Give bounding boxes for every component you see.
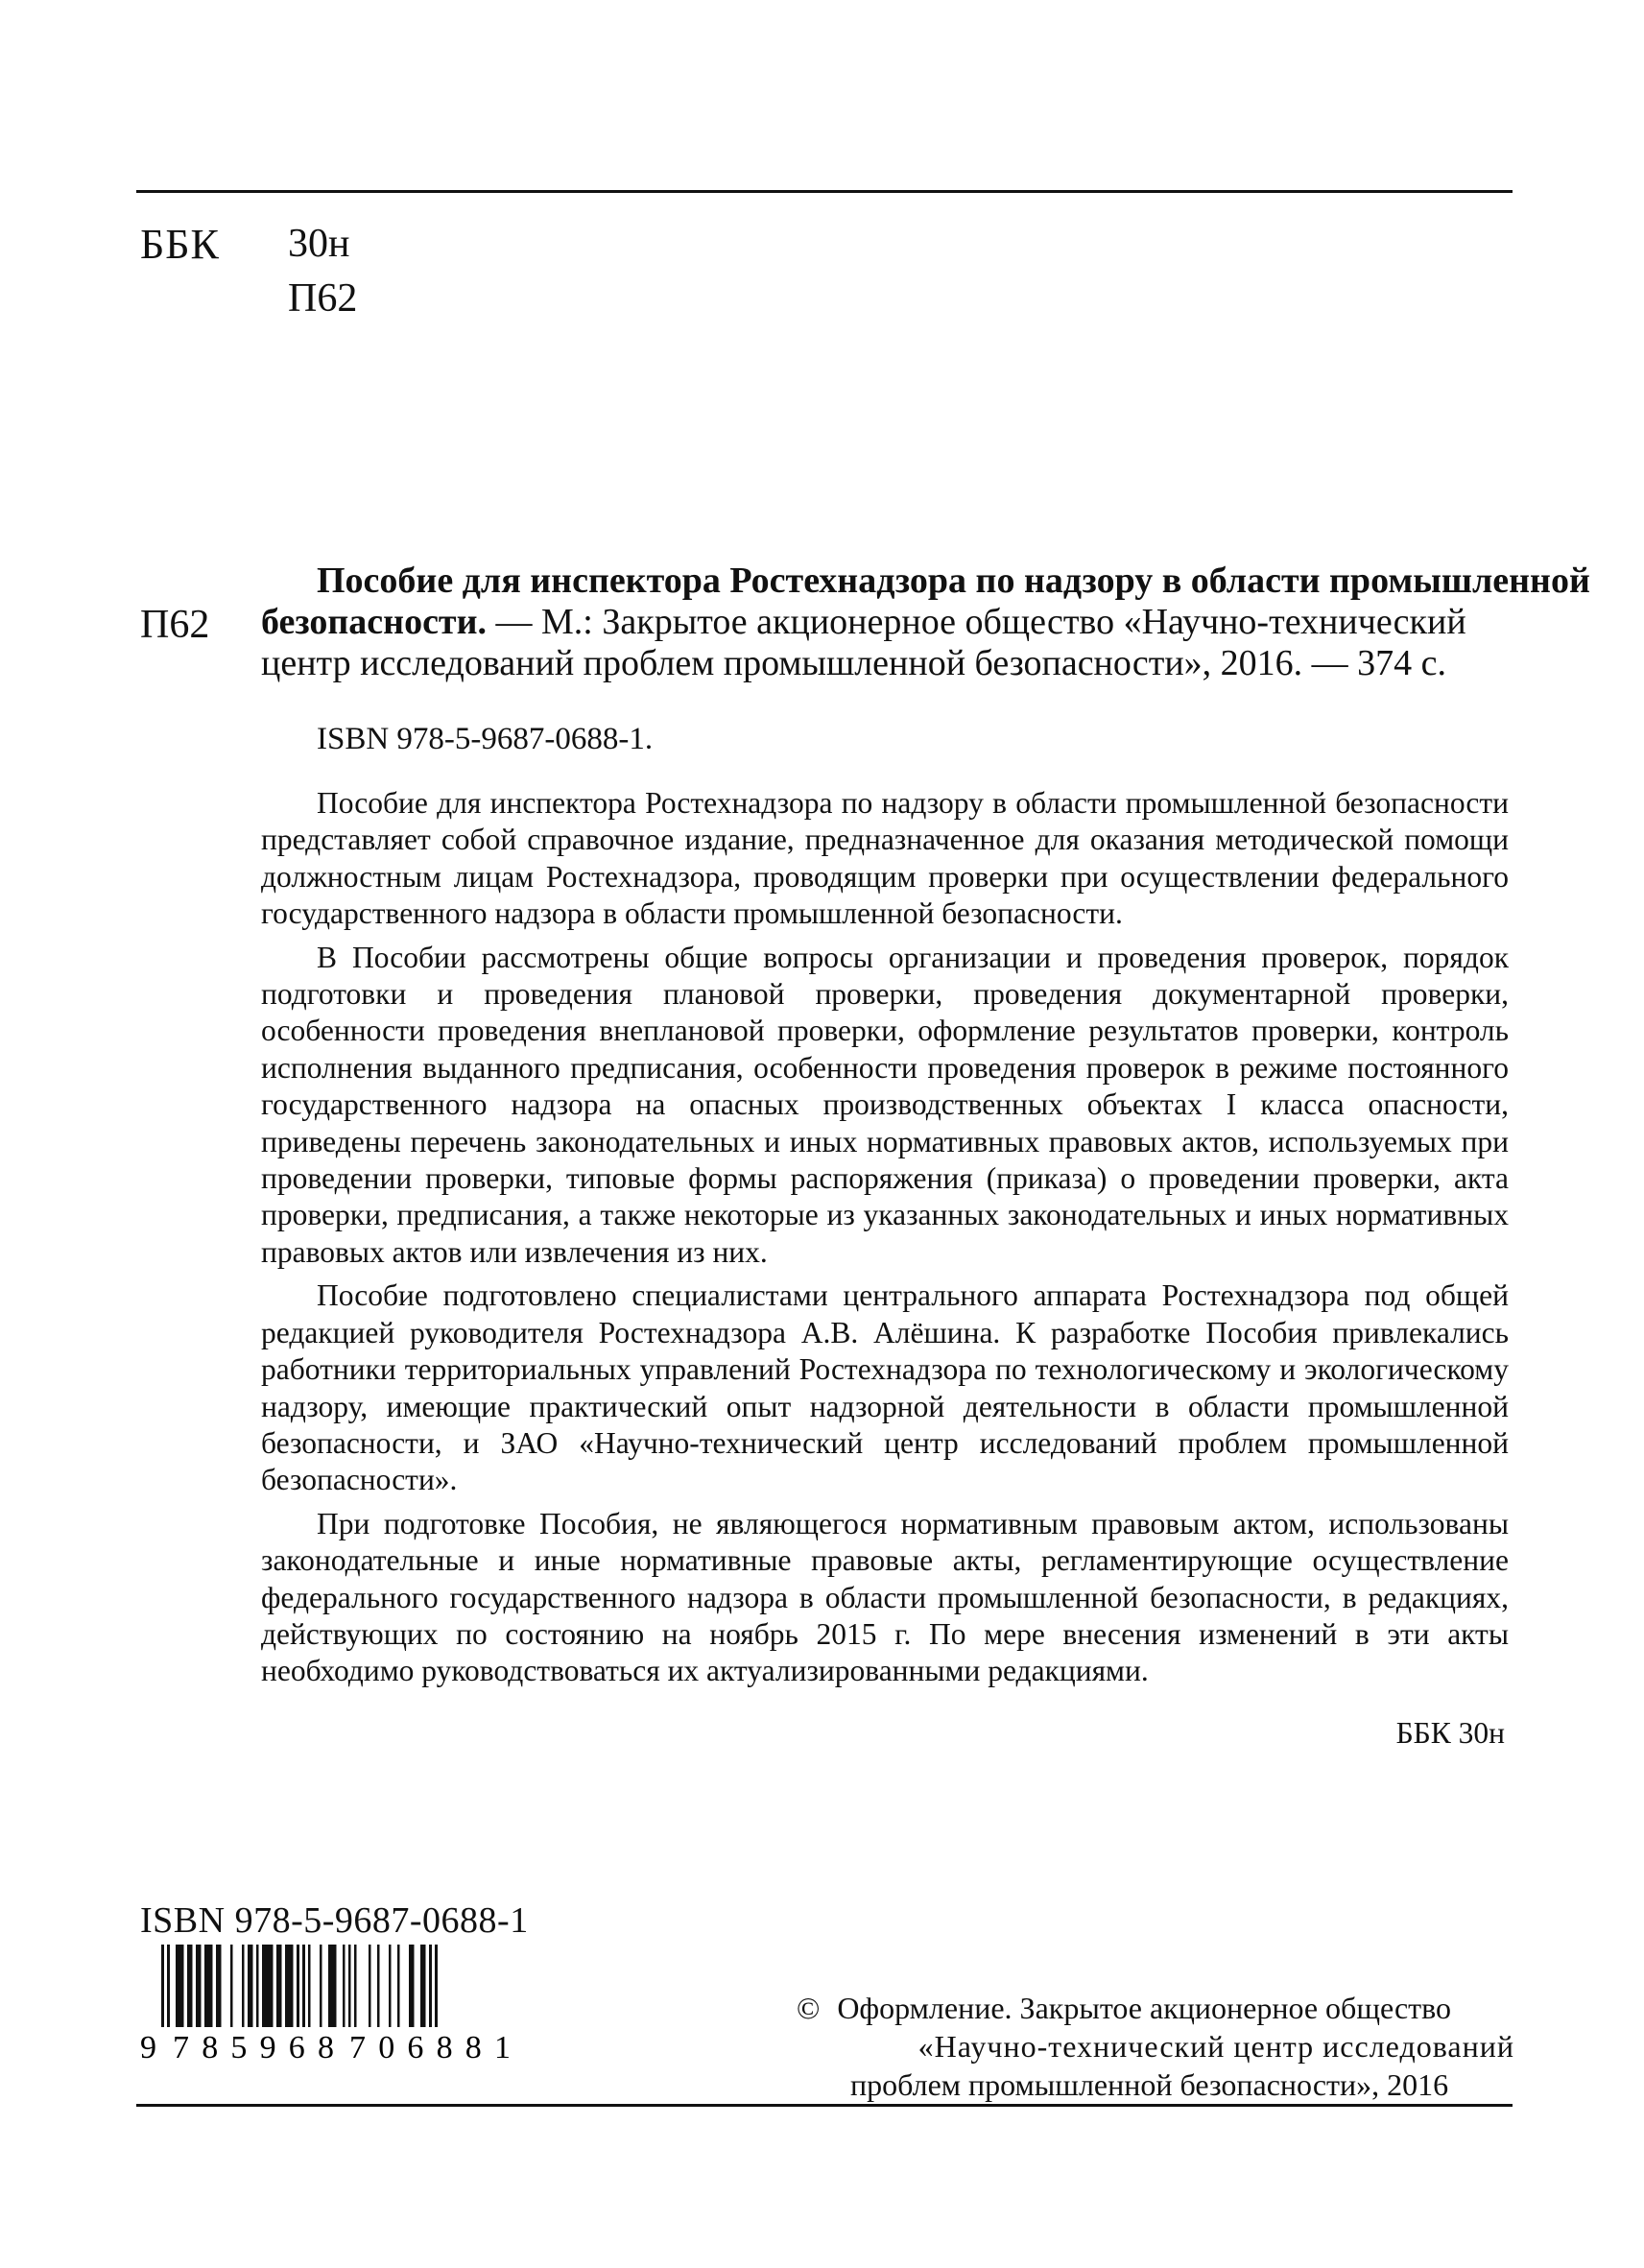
biblio-line-3: центр исследований проблем промышленной безопасности», 2016. — 374 с. (261, 643, 1447, 683)
barcode-bar (377, 1945, 380, 2029)
bottom-rule (136, 2104, 1513, 2107)
barcode-bar (216, 1945, 222, 2029)
copyright-text-1: Оформление. Закрытое акционерное общество (837, 1991, 1452, 2025)
barcode-bar (230, 1945, 233, 2029)
barcode-digits-left: 785968 (173, 2030, 334, 2064)
abstract-paragraph: В Пособии рассмотрены общие вопросы организации и проведения проверок, порядок подготовки и проведения плановой проверки, проведения документарной проверки, особенности проведения внеплановой проверки, оформление результатов проверки, контроль исполнения выданного предписания, особенности проведения проверок в режиме постоянного государственного надзора на опасных производственных объектах I класса опасности, приведены перечень законодательных и иных нормативных правовых актов, используемых при проведении проверки, типовые формы распоряжения (приказа) о проведении проверки, акта проверки, предписания, а также некоторые из указанных законодательных и иных нормативных правовых актов или извлечения из них. (261, 940, 1509, 1269)
barcode-bar (256, 1945, 259, 2029)
bbk-footer: ББК 30н (1395, 1715, 1505, 1750)
copyright-line-1 (797, 1989, 1518, 2027)
isbn-barcode-block (140, 1898, 543, 2064)
copyright-sign: © (797, 1991, 821, 2025)
copyright-line-2: «Научно-технический центр исследований (917, 2029, 1514, 2064)
biblio-line-1 (261, 561, 1590, 602)
barcode-bar (285, 1945, 294, 2029)
barcode-bar (308, 1945, 311, 2029)
barcode-bar (187, 1945, 193, 2029)
barcode-bar (204, 1945, 213, 2029)
publisher-text: — М.: Закрытое акционерное общество «Научно-технический (487, 602, 1466, 642)
barcode-bar (343, 1945, 345, 2029)
barcode-bar (397, 1945, 400, 2029)
barcode-digits-right: 706881 (349, 2030, 511, 2064)
abstract-paragraph: Пособие подготовлено специалистами центрального аппарата Ростехнадзора под общей редакцией руководителя Ростехнадзора А.В. Алёшина. К разработке Пособия привлекались работники территориальных управлений Ростехнадзора по технологическому и экологическому надзору, имеющие практический опыт надзорной деятельности в области промышленной безопасности, и ЗАО «Научно-технический центр исследований проблем промышленной безопасности». (261, 1278, 1509, 1497)
barcode-bar (420, 1945, 426, 2029)
title-bold-1: Пособие для инспектора Ростехнадзора по надзору в области промышленной (317, 561, 1590, 601)
bibliographic-description (261, 561, 1590, 684)
barcode-isbn-text: ISBN 978-5-9687-0688-1 (140, 1900, 529, 1941)
barcode-bar (196, 1945, 202, 2029)
top-rule (136, 190, 1513, 193)
barcode-digit-lead: 9 (140, 2030, 156, 2064)
barcode-bar (320, 1945, 322, 2029)
biblio-line-2 (261, 602, 1509, 643)
barcode-bar (369, 1945, 371, 2029)
title-bold-2: безопасности. (261, 602, 487, 642)
barcode-bar (328, 1945, 337, 2029)
bbk-code-author: П62 (288, 276, 358, 321)
abstract-paragraph: Пособие для инспектора Ростехнадзора по надзору в области промышленной безопасности представляет собой справочное издание, предназначенное для оказания методической помощи должностным лицам Ростехнадзора, проводящим проверки при осуществлении федерального государственного надзора в области промышленной безопасности. (261, 786, 1509, 931)
barcode-bar (389, 1945, 392, 2029)
abstract (261, 785, 1509, 1758)
barcode-bar (248, 1945, 253, 2029)
barcode-bar (176, 1945, 184, 2029)
barcode-bar (409, 1945, 415, 2029)
barcode-image (140, 1945, 543, 2064)
abstract-paragraph: При подготовке Пособия, не являющегося нормативным правовым актом, использованы законодательные и иные нормативные правовые акты, регламентирующие осуществление федерального государственного надзора в области промышленной безопасности, в редакциях, действующих по состоянию на ноябрь 2015 г. По мере внесения изменений в эти акты необходимо руководствоваться их актуализированными редакциями. (261, 1506, 1509, 1688)
barcode-bar (242, 1945, 245, 2029)
copyright-line-3: проблем промышленной безопасности», 2016 (850, 2067, 1449, 2102)
bbk-code-primary: 30н (288, 222, 350, 266)
bbk-label: ББК (140, 221, 220, 268)
barcode-bar (276, 1945, 282, 2029)
copyright-block (797, 1989, 1518, 2104)
author-mark: П62 (140, 603, 210, 647)
barcode-bar (262, 1945, 274, 2029)
barcode-bar (348, 1945, 351, 2029)
bbk-codes (288, 217, 357, 326)
barcode-bar (354, 1945, 357, 2029)
isbn-line: ISBN 978-5-9687-0688-1. (317, 722, 654, 756)
